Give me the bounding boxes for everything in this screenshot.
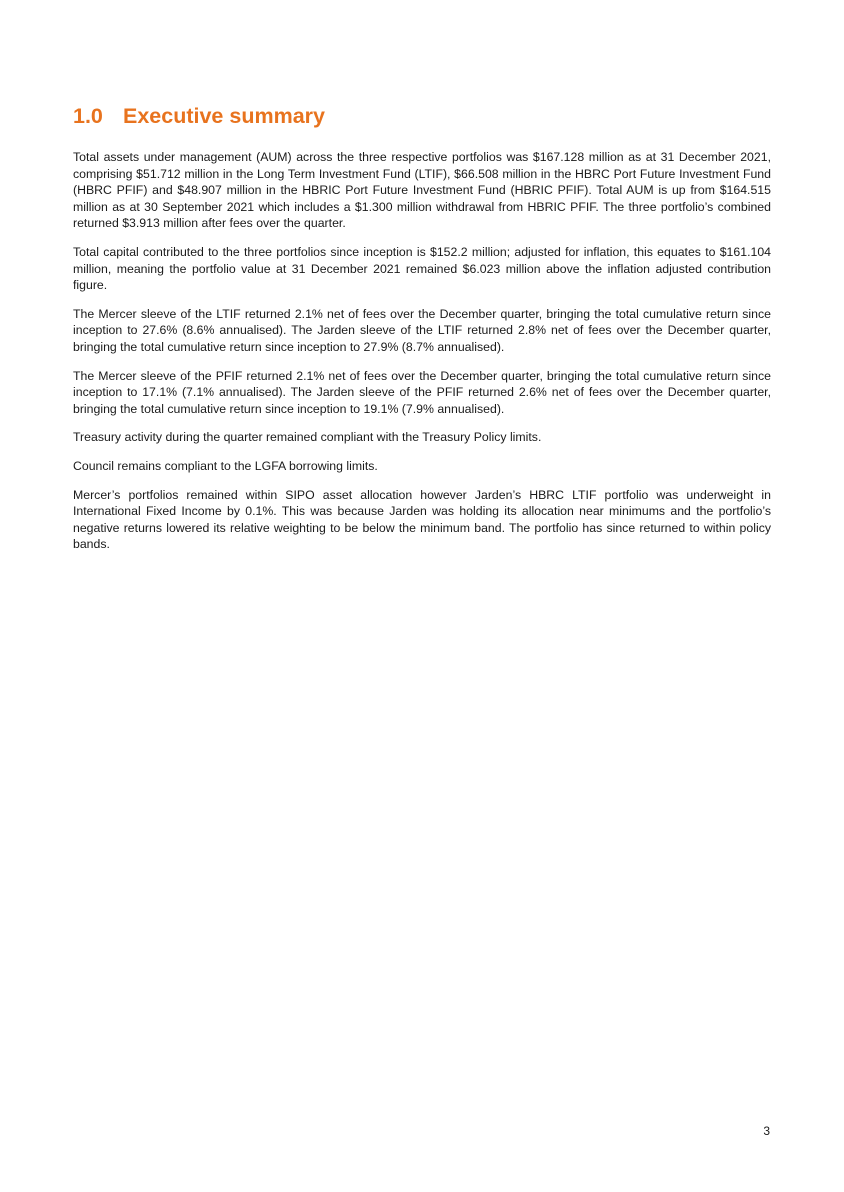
paragraph-ltif-returns: The Mercer sleeve of the LTIF returned 2.1% net of fees over the December quarter, bringing the total cumulative return since inception to 27.6% (8.6% annualised). The Jarden sleeve of the LTIF returned 2.8% net of fees over the December quarter, bringing the total cumulative return since inception to 27.9% (8.7% annualised). <box>73 306 771 354</box>
summary-body <box>73 149 771 565</box>
paragraph-treasury: Treasury activity during the quarter remained compliant with the Treasury Policy limits. <box>73 430 542 445</box>
paragraph-lgfa: Council remains compliant to the LGFA borrowing limits. <box>73 458 378 473</box>
section-heading <box>73 104 325 130</box>
paragraph-pfif-returns: The Mercer sleeve of the PFIF returned 2.1% net of fees over the December quarter, bringing the total cumulative return since inception to 17.1% (7.1% annualised). The Jarden sleeve of the PFIF returned 2.6% net of fees over the December quarter, bringing the total cumulative return since inception to 19.1% (7.9% annualised). <box>73 368 771 416</box>
page-number: 3 <box>763 1124 770 1138</box>
paragraph-sipo: Mercer’s portfolios remained within SIPO asset allocation however Jarden’s HBRC LTIF portfolio was underweight in International Fixed Income by 0.1%. This was because Jarden was holding its allocation near minimums and the portfolio’s negative returns lowered its relative weighting to be below the minimum band. The portfolio has since returned to within policy bands. <box>73 487 771 552</box>
paragraph-aum: Total assets under management (AUM) across the three respective portfolios was $167.128 million as at 31 December 2021, comprising $51.712 million in the Long Term Investment Fund (LTIF), $66.508 million in the HBRC Port Future Investment Fund (HBRC PFIF) and $48.907 million in the HBRIC Port Future Investment Fund (HBRIC PFIF). Total AUM is up from $164.515 million as at 30 September 2021 which includes a $1.300 million withdrawal from HBRIC PFIF. The three portfolio’s combined returned $3.913 million after fees over the quarter. <box>73 150 771 231</box>
section-number: 1.0 <box>73 104 103 128</box>
section-title: Executive summary <box>123 104 325 128</box>
paragraph-capital: Total capital contributed to the three portfolios since inception is $152.2 million; adjusted for inflation, this equates to $161.104 million, meaning the portfolio value at 31 December 2021 remained $6.023 million above the inflation adjusted contribution figure. <box>73 244 771 293</box>
